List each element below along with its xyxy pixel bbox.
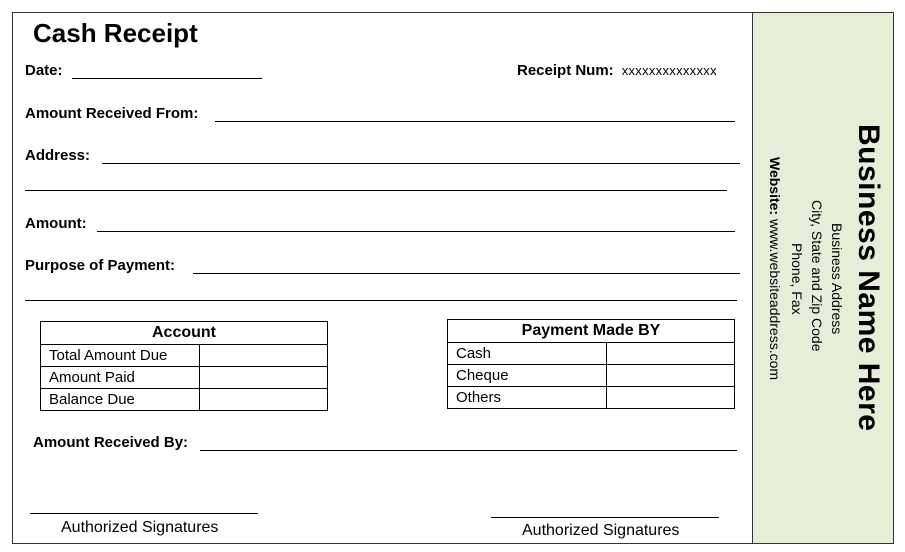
account-row-value-cell[interactable]	[200, 389, 328, 411]
account-row-label: Total Amount Due	[41, 345, 200, 367]
receipt-title: Cash Receipt	[33, 18, 198, 48]
account-row-label: Amount Paid	[41, 367, 200, 389]
payment-row-label: Cash	[448, 343, 607, 365]
address-line-1[interactable]	[102, 163, 740, 164]
table-row	[448, 343, 735, 365]
payment-table-header-row	[448, 320, 735, 343]
payment-row-value-cell[interactable]	[607, 387, 735, 409]
business-website	[767, 157, 783, 380]
business-phone: Phone, Fax	[789, 243, 805, 315]
received-from-label: Amount Received From:	[25, 105, 199, 122]
address-label: Address:	[25, 147, 91, 164]
receipt-num	[517, 62, 717, 79]
table-row	[448, 365, 735, 387]
payment-method-table	[447, 319, 735, 409]
account-row-label: Balance Due	[41, 389, 200, 411]
received-by-label: Amount Received By:	[33, 434, 189, 451]
business-city: City, State and Zip Code	[809, 200, 825, 352]
purpose-line-2[interactable]	[25, 300, 737, 301]
payment-row-label: Others	[448, 387, 607, 409]
amount-label: Amount:	[25, 215, 87, 232]
account-table-header-row	[41, 322, 328, 345]
date-label: Date:	[25, 62, 63, 79]
received-from-line[interactable]	[215, 121, 735, 122]
address-line-2[interactable]	[25, 190, 727, 191]
payment-table-header: Payment Made BY	[448, 320, 735, 343]
website-value: www.websiteaddress.com	[767, 218, 783, 381]
account-table-header: Account	[41, 322, 328, 345]
purpose-label: Purpose of Payment:	[25, 257, 176, 274]
signature-line-right[interactable]	[491, 517, 719, 518]
table-row	[448, 387, 735, 409]
website-label: Website:	[767, 157, 783, 216]
account-table	[40, 321, 328, 411]
signature-line-left[interactable]	[30, 513, 258, 514]
account-row-value-cell[interactable]	[200, 345, 328, 367]
payment-row-value-cell[interactable]	[607, 343, 735, 365]
received-by-line[interactable]	[200, 450, 737, 451]
receipt-num-value: xxxxxxxxxxxxxx	[621, 63, 717, 78]
purpose-line-1[interactable]	[193, 273, 740, 274]
signature-label-right: Authorized Signatures	[522, 522, 680, 539]
table-row	[41, 389, 328, 411]
receipt-num-label: Receipt Num:	[517, 62, 614, 79]
table-row	[41, 367, 328, 389]
business-name: Business Name Here	[852, 124, 885, 432]
date-line[interactable]	[72, 78, 262, 79]
table-row	[41, 345, 328, 367]
account-row-value-cell[interactable]	[200, 367, 328, 389]
signature-label-left: Authorized Signatures	[61, 519, 219, 536]
business-address: Business Address	[829, 223, 845, 335]
payment-row-value-cell[interactable]	[607, 365, 735, 387]
amount-line[interactable]	[97, 231, 735, 232]
payment-row-label: Cheque	[448, 365, 607, 387]
